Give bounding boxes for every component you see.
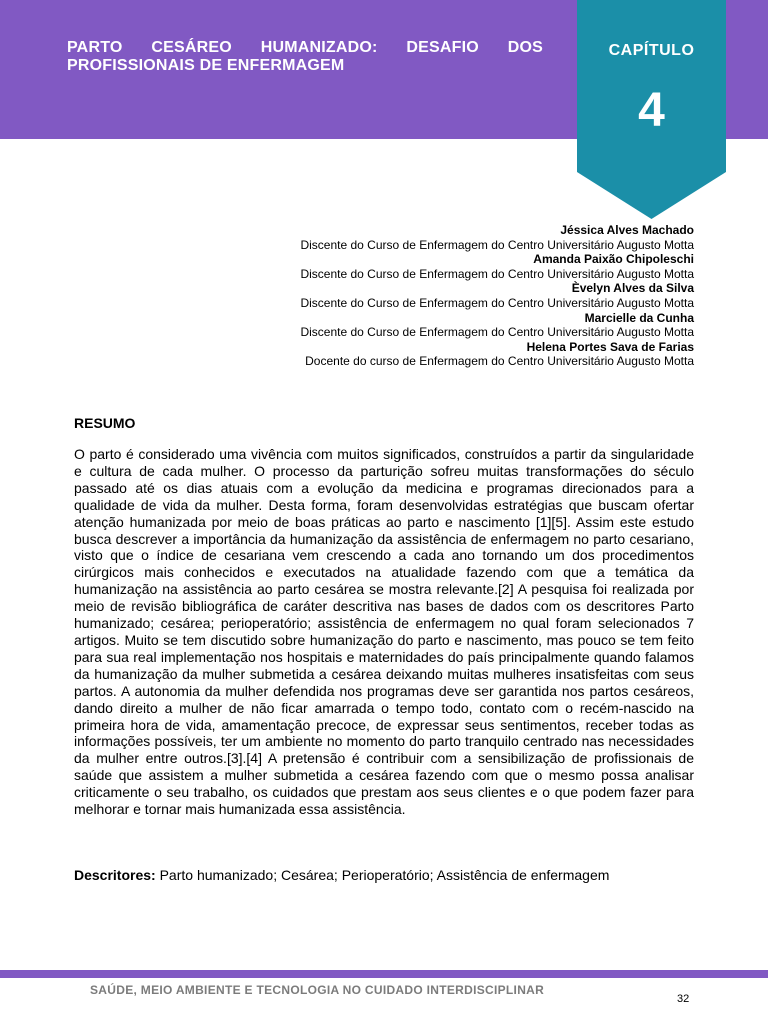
footer-book-title: SAÚDE, MEIO AMBIENTE E TECNOLOGIA NO CUIDADO INTERDISCIPLINAR: [90, 983, 545, 997]
descriptors: [74, 867, 694, 883]
descriptors-label: Descritores:: [74, 867, 156, 883]
author-name: Amanda Paixão Chipoleschi: [533, 252, 694, 267]
abstract-text: O parto é considerado uma vivência com muitos significados, construídos a partir da singularidade e cultura de cada mulher. O processo da parturição sofreu muitas transformações do século passado até os dias atuais com a evolução da medicina e programas direcionados para a qualidade de vida da mulher. Desta forma, foram desenvolvidas estratégias que buscam ofertar atenção humanizada por meio de boas práticas ao parto e nascimento [1][5]. Assim este estudo busca descrever a importância da humanização da assistência de enfermagem no parto cesariano, visto que o índice de cesariana vem crescendo a cada ano tornando um dos procedimentos cirúrgicos mais conhecidos e executados na atualidade fazendo com que a temática da humanização na assistência ao parto cesárea se mostra relevante.[2] A pesquisa foi realizada por meio de revisão bibliográfica de caráter descritiva nas bases de dados com os descritores Parto humanizado; cesárea; perioperatório; assistência de enfermagem no qual foram selecionados 7 artigos. Muito se tem discutido sobre humanização do parto e nascimento, mas pouco se tem feito para sua real implementação nos hospitais e maternidades do país principalmente quando falamos da humanização da mulher submetida a cesárea deixando muitas mulheres insatisfeitas com seus partos. A autonomia da mulher defendida nos programas deve ser garantida nos partos cesáreos, dando direito a mulher de não ficar amarrada o tempo todo, contato com o recém-nascido na primeira hora de vida, amamentação precoce, de expressar seus sentimentos, receber todas as informações possíveis, ter um ambiente no momento do parto tranquilo centrado nas necessidades da mulher entre outros.[3].[4] A pretensão é contribuir com a sensibilização de profissionais de saúde que assistem a mulher submetida a cesárea fazendo com que o mesmo possa analisar criticamente o seu trabalho, os cuidados que prestam aos seus clientes e o que podem fazer para melhorar e tornar mais humanizada essa assistência.: [74, 446, 694, 818]
author-name: Marcielle da Cunha: [584, 310, 694, 325]
descriptors-text: Parto humanizado; Cesárea; Perioperatório; Assistência de enfermagem: [155, 867, 610, 883]
author-name: Helena Portes Sava de Farias: [526, 339, 694, 354]
footer-divider: [0, 970, 768, 978]
author-affiliation: Discente do Curso de Enfermagem do Centro Universitário Augusto Motta: [300, 295, 694, 310]
author-entry: [134, 223, 694, 252]
author-entry: [134, 340, 694, 369]
author-affiliation: Docente do curso de Enfermagem do Centro Universitário Augusto Motta: [305, 354, 694, 369]
author-name: Jéssica Alves Machado: [560, 223, 694, 237]
author-entry: [134, 311, 694, 340]
author-affiliation: Discente do Curso de Enfermagem do Centro Universitário Augusto Motta: [300, 266, 694, 281]
author-affiliation: Discente do Curso de Enfermagem do Centro Universitário Augusto Motta: [300, 325, 694, 340]
chapter-number: 4: [638, 84, 665, 137]
author-name: Èvelyn Alves da Silva: [571, 281, 694, 296]
page-number: 32: [677, 993, 690, 1005]
author-list: [134, 223, 694, 369]
author-entry: [134, 252, 694, 281]
abstract-heading: RESUMO: [74, 415, 136, 431]
author-affiliation: Discente do Curso de Enfermagem do Centro Universitário Augusto Motta: [300, 237, 694, 252]
chapter-title: PARTO CESÁREO HUMANIZADO: DESAFIO DOS PROFISSIONAIS DE ENFERMAGEM: [67, 39, 543, 74]
author-entry: [134, 281, 694, 310]
chapter-label: CAPÍTULO: [608, 42, 695, 59]
